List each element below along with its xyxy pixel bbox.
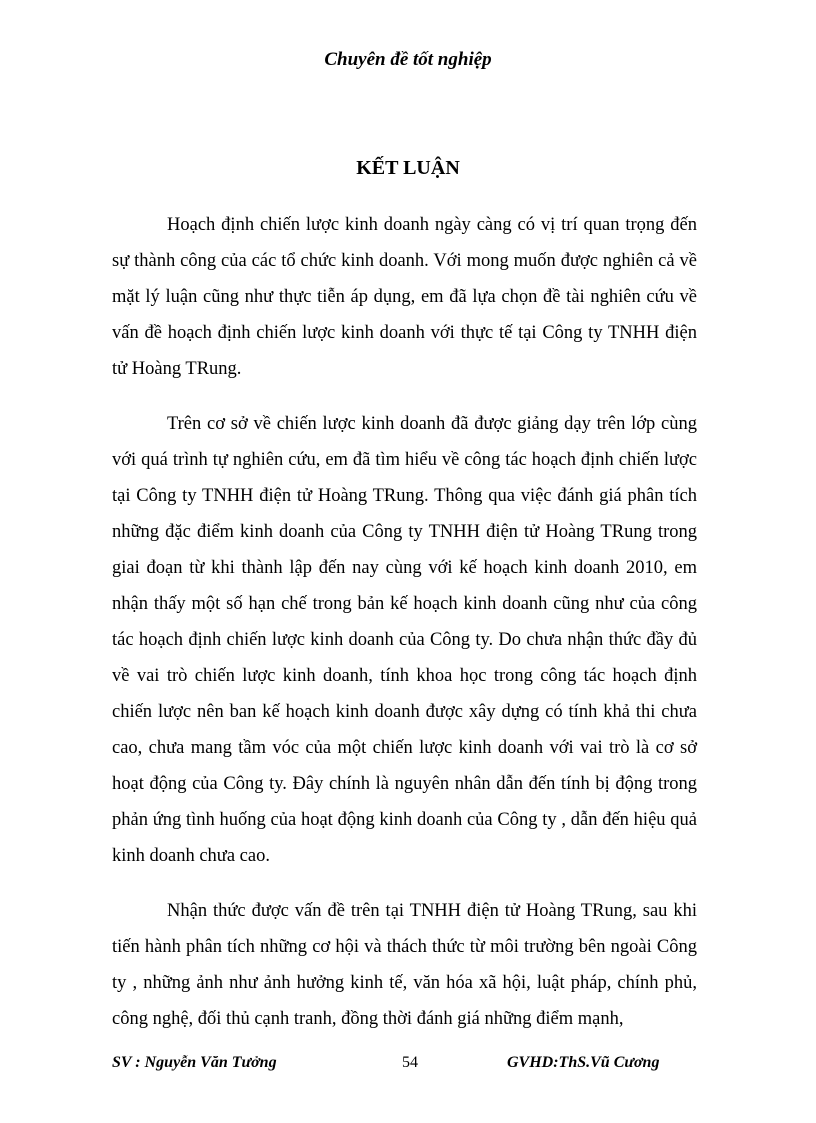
paragraph-2: Trên cơ sở về chiến lược kinh doanh đã được giảng dạy trên lớp cùng với quá trình tự nghiên cứu, em đã tìm hiểu về công tác hoạch định chiến lược tại Công ty TNHH điện tử Hoàng TRung. Thông qua việc đánh giá phân tích những đặc điểm kinh doanh của Công ty TNHH điện tử Hoàng TRung trong giai đoạn từ khi thành lập đến nay cùng với kế hoạch kinh doanh 2010, em nhận thấy một số hạn chế trong bản kế hoạch kinh doanh cũng như của công tác hoạch định chiến lược kinh doanh của Công ty. Do chưa nhận thức đầy đủ về vai trò chiến lược kinh doanh, tính khoa học trong công tác hoạch định chiến lược nên ban kế hoạch kinh doanh được xây dựng có tính khả thi chưa cao, chưa mang tầm vóc của một chiến lược kinh doanh với vai trò là cơ sở hoạt động của Công ty. Đây chính là nguyên nhân dẫn đến tính bị động trong phản ứng tình huống của hoạt động kinh doanh của Công ty , dẫn đến hiệu quả kinh doanh chưa cao. <box>112 414 697 866</box>
paragraph-3: Nhận thức được vấn đề trên tại TNHH điện tử Hoàng TRung, sau khi tiến hành phân tích những cơ hội và thách thức từ môi trường bên ngoài Công ty , những ảnh như ảnh hưởng kinh tế, văn hóa xã hội, luật pháp, chính phủ, công nghệ, đối thủ cạnh tranh, đồng thời đánh giá những điểm mạnh, <box>112 901 697 1029</box>
page-header: Chuyên đề tốt nghiệp <box>324 49 492 70</box>
footer-advisor: GVHD:ThS.Vũ Cương <box>507 1054 660 1071</box>
footer-page-number: 54 <box>402 1054 418 1071</box>
page-title: KẾT LUẬN <box>356 157 460 179</box>
footer-student: SV : Nguyễn Văn Tưởng <box>112 1054 277 1071</box>
page-footer <box>0 1051 816 1075</box>
paragraph-1: Hoạch định chiến lược kinh doanh ngày càng có vị trí quan trọng đến sự thành công của các tổ chức kinh doanh. Với mong muốn được nghiên cả về mặt lý luận cũng như thực tiễn áp dụng, em đã lựa chọn đề tài nghiên cứu về vấn đề hoạch định chiến lược kinh doanh với thực tế tại Công ty TNHH điện tử Hoàng TRung. <box>112 215 697 379</box>
body-text <box>112 207 697 1056</box>
